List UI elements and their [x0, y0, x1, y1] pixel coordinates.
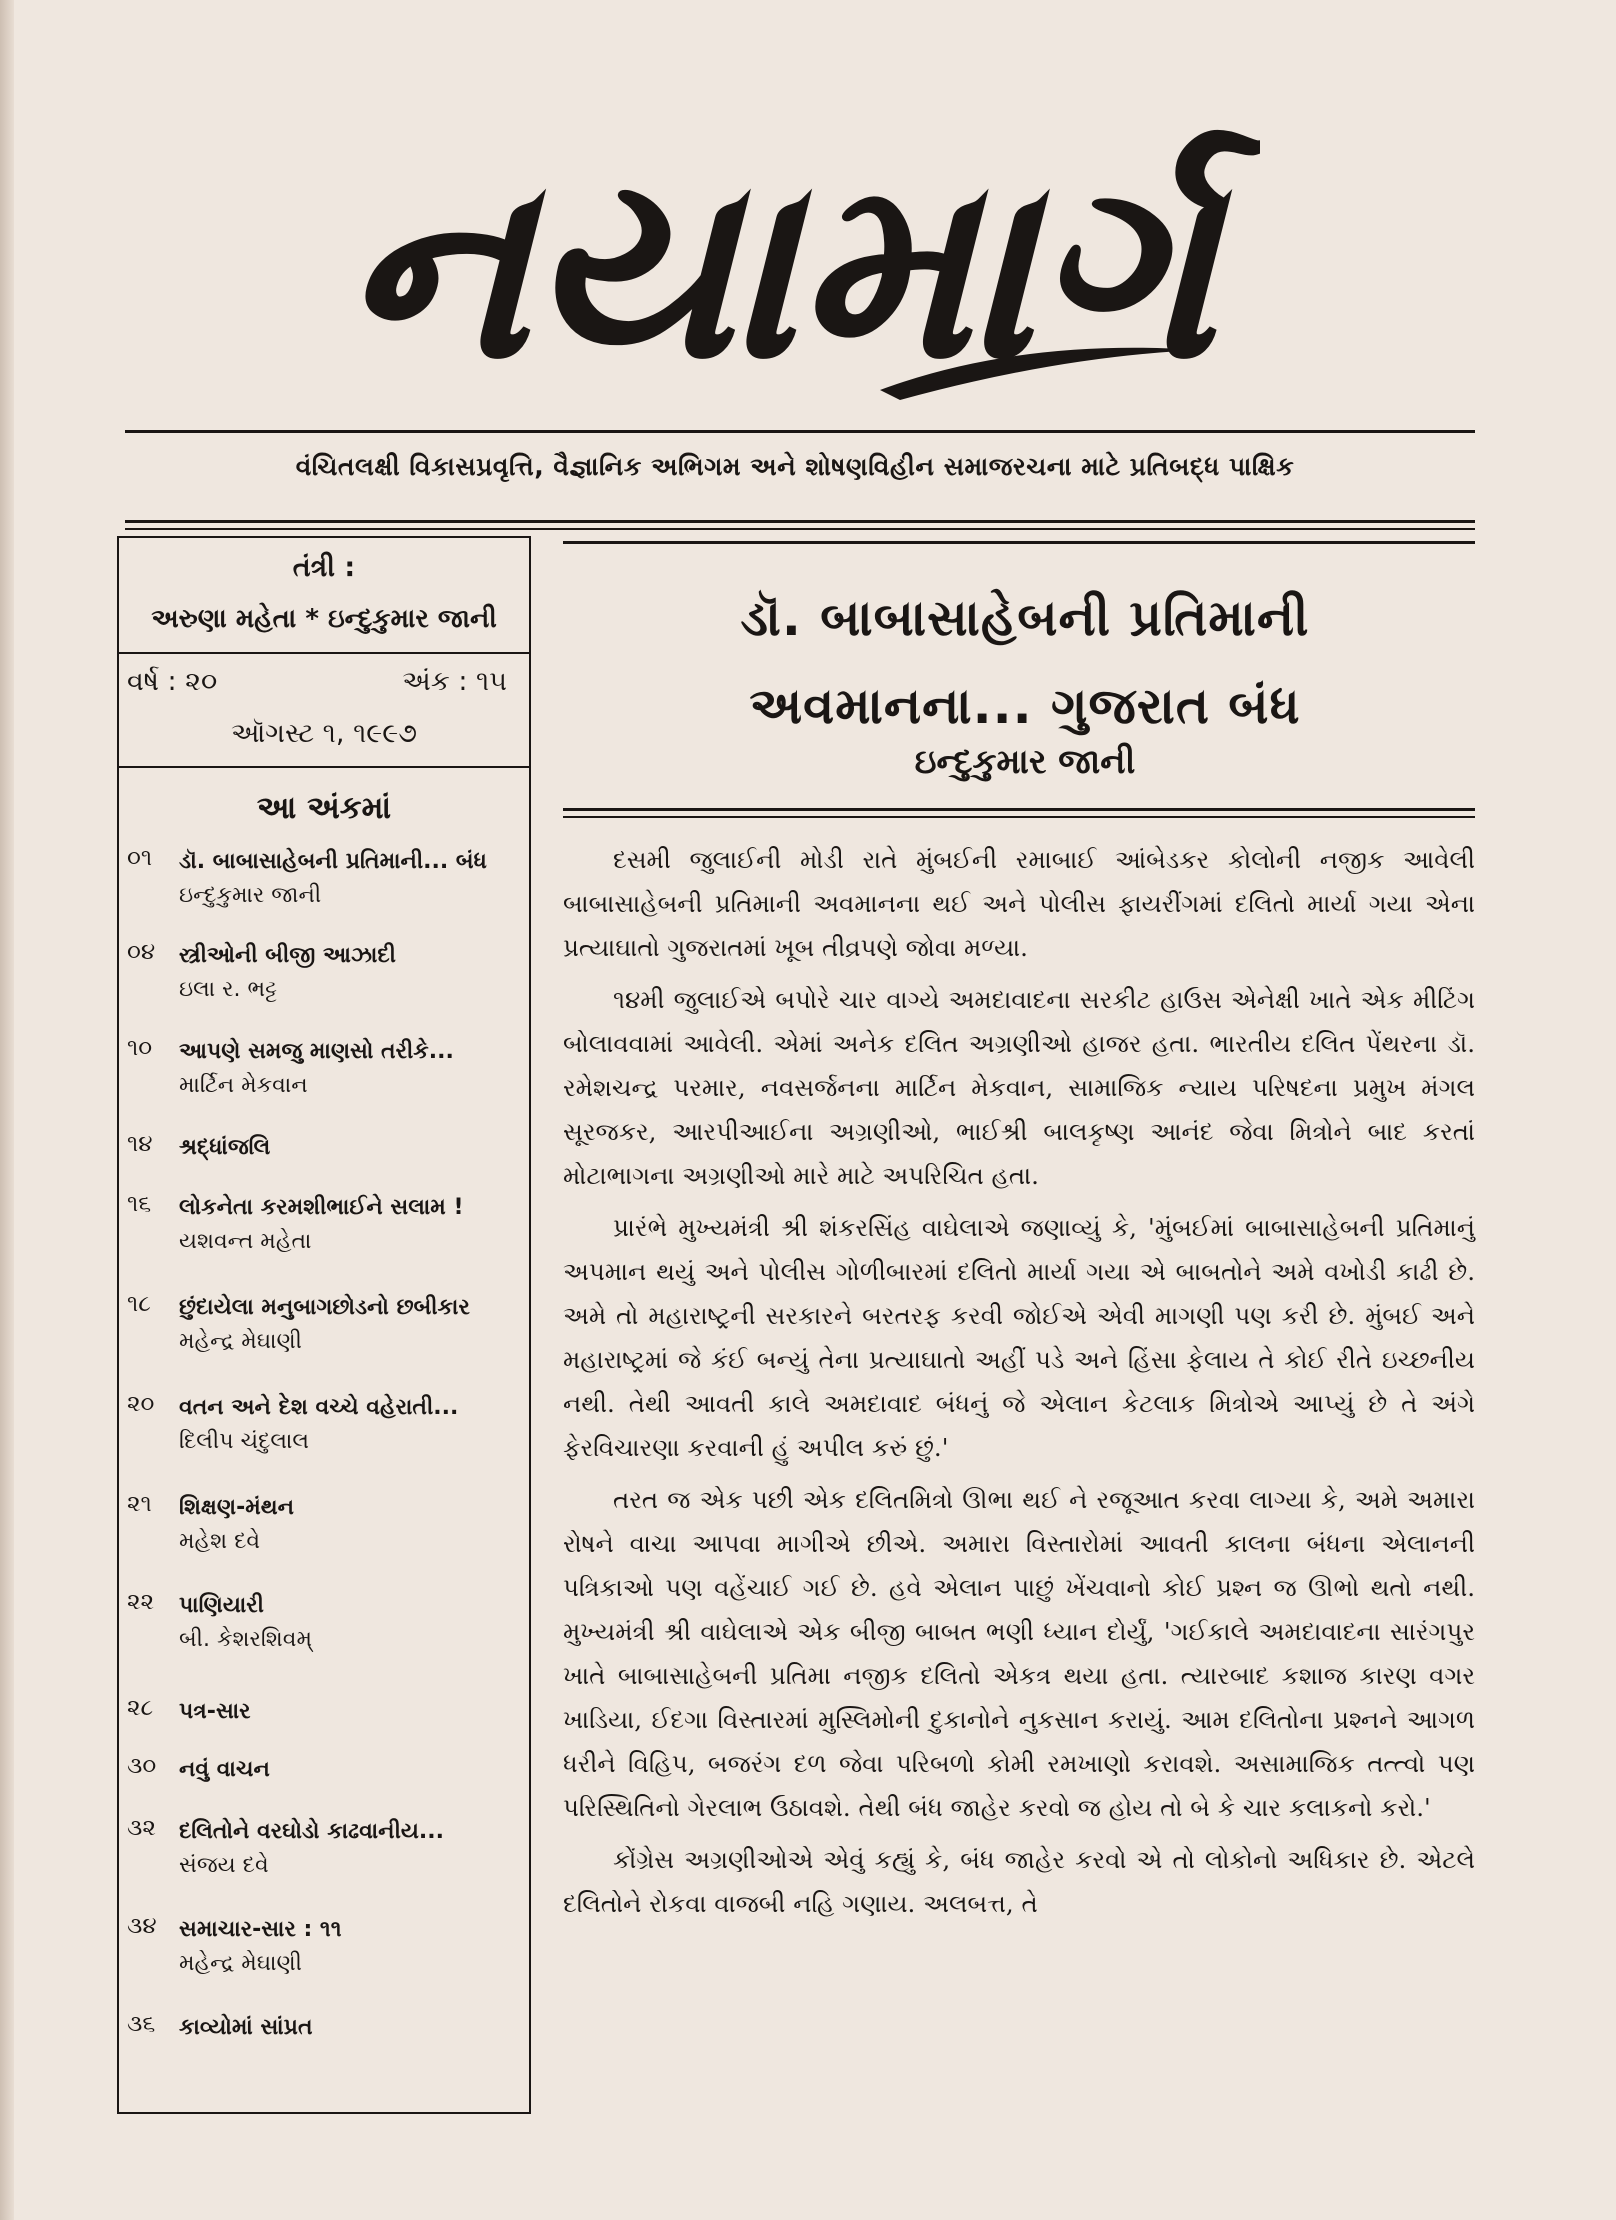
headline-line-2: અવમાનના... ગુજરાત બંધ [749, 677, 1301, 735]
toc-item[interactable] [119, 1291, 529, 1391]
issue-section [119, 654, 529, 768]
toc-page-number: ૧૦ [127, 1035, 153, 1061]
toc-page-number: ૩૬ [127, 2011, 156, 2037]
toc-title: સ્ત્રીઓની બીજી આઝાદી [179, 943, 396, 968]
masthead-rule-top [125, 430, 1475, 433]
toc-title: શિક્ષણ-મંથન [179, 1495, 295, 1520]
masthead-rule-bottom-thin [125, 528, 1475, 530]
page-edge [0, 0, 14, 2220]
toc-author: મહેન્દ્ર મેઘાણી [179, 1329, 302, 1354]
toc-title: ડૉ. બાબાસાહેબની પ્રતિમાની... બંધ [179, 849, 487, 874]
masthead [300, 100, 1260, 430]
toc-page-number: ૨૨ [127, 1589, 155, 1615]
toc-page-number: ૨૧ [127, 1491, 152, 1517]
toc-title: છુંદાયેલા મનુબાગછોડનો છબીકાર [179, 1295, 470, 1320]
editor-section [119, 538, 529, 654]
toc-page-number: ૧૪ [127, 1131, 153, 1157]
article-byline: ઇન્દુકુમાર જાની [914, 742, 1136, 782]
masthead-rule-bottom [125, 520, 1475, 523]
toc-page-number: ૨૮ [127, 1695, 154, 1721]
toc-page-number: ૩૨ [127, 1815, 156, 1841]
article-paragraph: પ્રારંભે મુખ્યમંત્રી શ્રી શંકરસિંહ વાઘેલાએ જણાવ્યું કે, 'મુંબઈમાં બાબાસાહેબની પ્રતિમાનું અપમાન થયું અને પોલીસ ગોળીબારમાં દલિતો માર્યા ગયા એ બાબતોને અમે વખોડી કાઢી છે. અમે તો મહારાષ્ટ્રની સરકારને બરતરફ કરવી જોઈએ એવી માગણી પણ કરી છે. મુંબઈ અને મહારાષ્ટ્રમાં જે કંઈ બન્યું તેના પ્રત્યાઘાતો અહીં પડે અને હિંસા ફેલાય તે કોઈ રીતે ઇચ્છનીય નથી. તેથી આવતી કાલે અમદાવાદ બંધનું જે એલાન કેટલાક મિત્રોએ આપ્યું છે તે અંગે ફેરવિચારણા કરવાની હું અપીલ કરું છું.' [563, 1213, 1475, 1462]
toc-heading: આ અંકમાં [256, 790, 392, 826]
article-headline [565, 574, 1485, 750]
article-body [563, 838, 1475, 1934]
issue-year: વર્ષ : ૨૦ [127, 666, 218, 697]
toc-title: શ્રદ્ધાંજલિ [179, 1135, 271, 1160]
toc-title: સમાચાર-સાર : ૧૧ [179, 1917, 342, 1942]
editor-label: તંત્રી : [292, 552, 356, 583]
toc-author: સંજય દવે [179, 1853, 269, 1878]
toc-page-number: ૧૮ [127, 1291, 151, 1317]
toc-title: પત્ર-સાર [179, 1699, 251, 1724]
masthead-title: નયામાર્ગ [343, 123, 1217, 414]
editor-names: અરુણા મહેતા * ઇન્દુકુમાર જાની [151, 604, 497, 634]
toc-title: કાવ્યોમાં સાંપ્રત [179, 2015, 313, 2040]
masthead-logo [300, 100, 1260, 430]
toc-item[interactable] [119, 1815, 529, 1913]
toc-page-number: ૦૪ [127, 939, 156, 965]
sidebar [117, 536, 531, 2114]
toc-author: યશવન્ત મહેતા [179, 1229, 312, 1254]
toc-item[interactable] [119, 1131, 529, 1191]
article-paragraph: દસમી જુલાઈની મોડી રાતે મુંબઈની રમાબાઈ આંબેડકર કોલોની નજીક આવેલી બાબાસાહેબની પ્રતિમાની અવમાનના થઈ અને પોલીસ ફાયરીંગમાં દલિતો માર્યા ગયા એના પ્રત્યાઘાતો ગુજરાતમાં ખૂબ તીવ્રપણે જોવા મળ્યા. [563, 845, 1475, 962]
toc-title: આપણે સમજુ માણસો તરીકે... [179, 1039, 454, 1064]
toc-item[interactable] [119, 1191, 529, 1291]
toc-item[interactable] [119, 1491, 529, 1589]
headline-rule-bottom [563, 808, 1475, 811]
article-paragraph: તરત જ એક પછી એક દલિતમિત્રો ઊભા થઈ ને રજૂઆત કરવા લાગ્યા કે, અમે અમારા રોષને વાચા આપવા માગીએ છીએ. અમારા વિસ્તારોમાં આવતી કાલના બંધના એલાનની પત્રિકાઓ પણ વહેંચાઈ ગઈ છે. હવે એલાન પાછું ખેંચવાનો કોઈ પ્રશ્ન જ ઊભો થતો નથી. મુખ્યમંત્રી શ્રી વાઘેલાએ એક બીજી બાબત ભણી ધ્યાન દોર્યું, 'ગઈકાલે અમદાવાદના સારંગપુર ખાતે બાબાસાહેબની પ્રતિમા નજીક દલિતો એકત્ર થયા હતા. ત્યારબાદ કશાજ કારણ વગર ખાડિયા, ઈદગા વિસ્તારમાં મુસ્લિમોની દુકાનોને નુકસાન કરાયું. આમ દલિતોના પ્રશ્નને આગળ ધરીને વિહિપ, બજરંગ દળ જેવા પરિબળો કોમી રમખાણો કરાવશે. અસામાજિક તત્ત્વો પણ પરિસ્થિતિનો ગેરલાભ ઉઠાવશે. તેથી બંધ જાહેર કરવો જ હોય તો બે કે ચાર કલાકનો કરો.' [563, 1485, 1475, 1822]
toc-title: નવું વાચન [179, 1757, 270, 1782]
toc-item[interactable] [119, 1391, 529, 1491]
issue-date: ઑગસ્ટ ૧, ૧૯૯૭ [230, 718, 418, 749]
headline-rule-bottom-thin [563, 816, 1475, 818]
headline-line-1: ડૉ. બાબાસાહેબની પ્રતિમાની [740, 589, 1310, 647]
toc-item[interactable] [119, 1913, 529, 2011]
toc-title: પાણિયારી [179, 1593, 264, 1618]
article-paragraph: ૧૪મી જુલાઈએ બપોરે ચાર વાગ્યે અમદાવાદના સરકીટ હાઉસ એનેક્ષી ખાતે એક મીટિંગ બોલાવવામાં આવેલી. એમાં અનેક દલિત અગ્રણીઓ હાજર હતા. ભારતીય દલિત પેંથરના ડૉ. રમેશચન્દ્ર પરમાર, નવસર્જનના માર્ટિન મેકવાન, સામાજિક ન્યાય પરિષદના પ્રમુખ મંગલ સૂરજકર, આરપીઆઈના અગ્રણીઓ, ભાઈશ્રી બાલકૃષ્ણ આનંદ જેવા મિત્રોને બાદ કરતાં મોટાભાગના અગ્રણીઓ મારે માટે અપરિચિત હતા. [563, 985, 1475, 1190]
article-paragraph: કોંગ્રેસ અગ્રણીઓએ એવું કહ્યું કે, બંધ જાહેર કરવો એ તો લોકોનો અધિકાર છે. એટલે દલિતોને રોકવા વાજબી નહિ ગણાય. અલબત્ત, તે [563, 1845, 1475, 1918]
toc-item[interactable] [119, 845, 529, 939]
toc-page-number: ૧૬ [127, 1191, 152, 1217]
headline-rule-top [563, 541, 1475, 544]
toc-item[interactable] [119, 1589, 529, 1695]
toc-author: મહેશ દવે [179, 1529, 261, 1554]
toc-title: વતન અને દેશ વચ્ચે વહેરાતી... [179, 1395, 459, 1420]
toc-item[interactable] [119, 1753, 529, 1815]
toc-author: બી. કેશરશિવમ્ [179, 1627, 312, 1652]
toc-author: ઇલા ર. ભટ્ટ [179, 977, 278, 1002]
toc-page-number: ૦૧ [127, 845, 153, 871]
toc-author: દિલીપ ચંદુલાલ [179, 1429, 310, 1454]
toc-title: દલિતોને વરઘોડો કાઢવાનીય... [179, 1819, 444, 1844]
toc-page-number: ૨૦ [127, 1391, 155, 1417]
toc-page-number: ૩૪ [127, 1913, 157, 1939]
issue-number: અંક : ૧૫ [402, 666, 507, 697]
toc-page-number: ૩૦ [127, 1753, 157, 1779]
toc-author: ઇન્દુકુમાર જાની [179, 883, 322, 908]
table-of-contents [119, 768, 529, 2061]
toc-author: માર્ટિન મેકવાન [179, 1073, 308, 1098]
toc-item[interactable] [119, 1035, 529, 1131]
toc-title: લોકનેતા કરમશીભાઈને સલામ ! [179, 1195, 464, 1220]
toc-item[interactable] [119, 1695, 529, 1753]
toc-item[interactable] [119, 2011, 529, 2061]
tagline: વંચિતલક્ષી વિકાસપ્રવૃત્તિ, વૈજ્ઞાનિક અભિગમ અને શોષણવિહીન સમાજરચના માટે પ્રતિબદ્ધ પાક્ષિક [295, 452, 1295, 481]
toc-item[interactable] [119, 939, 529, 1035]
toc-author: મહેન્દ્ર મેઘાણી [179, 1951, 302, 1976]
issue-row [119, 654, 529, 706]
